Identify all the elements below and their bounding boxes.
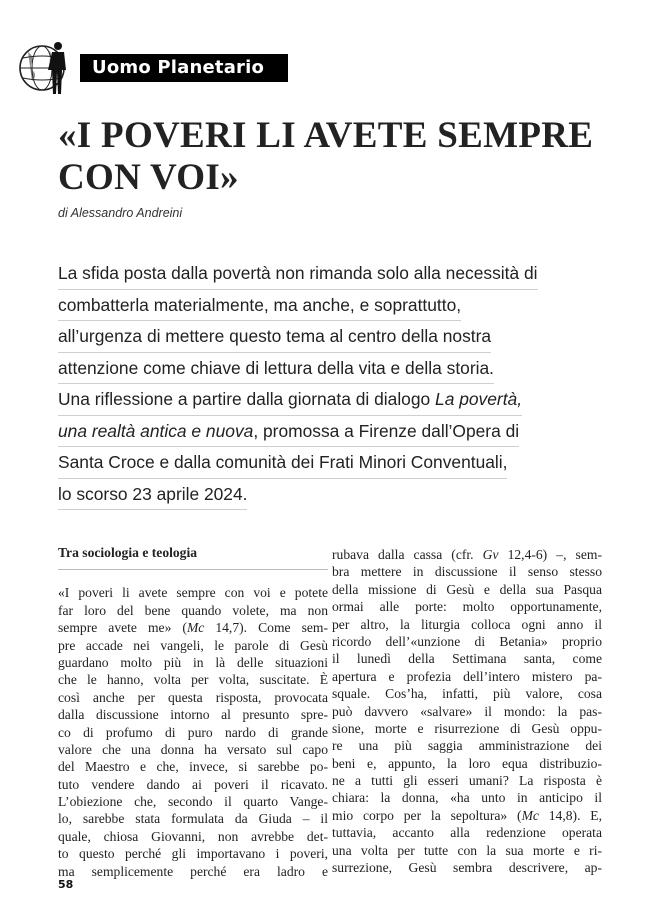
byline: di Alessandro Andreini: [58, 206, 183, 220]
text-line: [332, 703, 602, 720]
text-run: mio corpo per la sepoltura» (: [332, 807, 522, 823]
text-line: [58, 828, 328, 845]
text-run: to questo perché gli importavano i poveri,: [58, 846, 328, 862]
text-line: [332, 789, 602, 806]
text-line: [58, 258, 538, 290]
text-line: [58, 793, 328, 810]
title-line: CON VOI»: [58, 157, 239, 198]
text-line: [332, 737, 602, 754]
column-left: [58, 540, 328, 880]
text-run: quale, chiosa Giovanni, non avrebbe det-: [58, 828, 328, 844]
text-run: combatterla materialmente, ma anche, e soprattutto,: [58, 294, 462, 315]
text-run: lo, sarebbe stata formulata da Giuda – il: [58, 811, 328, 827]
text-line: [58, 776, 328, 793]
text-run: bra mettere in discussione il senso stesso: [332, 564, 602, 580]
text-run: tuttavia, accanto alla redenzione operata: [332, 825, 602, 841]
text-run: Santa Croce e dalla comunità dei Frati Minori Conventuali,: [58, 452, 508, 472]
text-line: [58, 321, 491, 353]
text-line: [332, 685, 602, 702]
text-line: [332, 772, 602, 789]
italic-text: Mc: [521, 807, 539, 823]
text-line: [58, 479, 247, 511]
text-run: della missione di Gesù e della sua Pasqua: [332, 581, 602, 597]
text-line: [332, 824, 602, 841]
section-title: Uomo Planetario: [80, 54, 288, 82]
text-line: [58, 724, 328, 741]
text-run: guardano molto più in là delle situazioni: [58, 654, 328, 670]
globe-with-man-icon: [18, 38, 76, 98]
text-run: ma semplicemente perché era ladro e: [58, 863, 328, 879]
text-run: far loro del bene quando volete, ma non: [58, 602, 328, 618]
text-line: [332, 668, 602, 685]
text-line: [332, 842, 602, 859]
text-run: co di profumo di puro nardo di grande: [58, 724, 328, 740]
text-line: [58, 416, 519, 448]
text-line: [58, 810, 328, 827]
text-line: [58, 384, 522, 416]
text-line: [58, 863, 328, 880]
text-line: [58, 584, 328, 601]
text-line: [332, 616, 602, 633]
lead-paragraph: [58, 258, 598, 510]
subheading: Tra sociologia e teologia: [58, 544, 328, 570]
text-run: «I poveri li avete sempre con voi e potete: [58, 585, 328, 601]
section-header: [18, 38, 298, 98]
text-run: attenzione come chiave di lettura della vita e della storia.: [58, 357, 494, 378]
title-line: «I POVERI LI AVETE SEMPRE: [58, 115, 594, 156]
text-line: [58, 353, 494, 385]
text-run: valore che una donna ha versato sul capo: [58, 741, 328, 757]
text-run: tuto vendere dando ai poveri il ricavato.: [58, 776, 328, 792]
italic-text: Gv: [482, 547, 499, 562]
italic-text: La povertà,: [435, 389, 523, 409]
text-run: apertura e profezia dell’intero mistero pa-: [332, 668, 602, 684]
text-run: il lunedì della Settimana santa, come: [332, 651, 602, 667]
text-line: [332, 807, 602, 824]
text-line: [332, 598, 602, 615]
page-number: 58: [58, 878, 74, 891]
text-line: [332, 633, 602, 650]
text-run: lo scorso 23 aprile 2024.: [58, 483, 248, 504]
text-line: [58, 758, 328, 775]
text-run: La sfida posta dalla povertà non rimanda solo alla necessità di: [58, 263, 538, 283]
text-line: [58, 654, 328, 671]
text-line: [58, 845, 328, 862]
text-run: può davvero «salvare» il mondo: la pas-: [332, 703, 602, 719]
text-line: [58, 619, 328, 636]
text-line: [58, 447, 507, 479]
text-run: 14,7). Come sem-: [204, 620, 329, 636]
text-run: una volta per tutte con la sua morte e ri-: [332, 842, 602, 858]
text-line: [58, 671, 328, 688]
text-run: all’urgenza di mettere questo tema al centro della nostra: [58, 326, 492, 346]
text-run: ne a tutti gli esseri umani? La risposta è: [332, 773, 602, 789]
italic-text: una realtà antica e nuova: [58, 420, 254, 441]
text-run: ricordo dell’«unzione di Betania» proprio: [332, 633, 602, 649]
text-run: re una più saggia amministrazione dei: [332, 738, 602, 754]
text-run: surrezione, Gesù sembra descrivere, ap-: [332, 860, 602, 876]
text-line: [332, 546, 602, 563]
text-run: 12,4-6) –, sem-: [498, 547, 602, 562]
text-run: sempre avete me» (: [58, 620, 187, 636]
text-run: beni e, appunto, la loro equa distribuzio-: [332, 755, 602, 771]
text-run: rubava dalla cassa (cfr.: [332, 547, 483, 562]
text-run: L’obiezione che, secondo il quarto Vange-: [58, 794, 328, 810]
text-run: Una riflessione a partire dalla giornata di dialogo: [58, 389, 436, 409]
text-line: [332, 755, 602, 772]
text-run: chiara: la donna, «ha unto in anticipo il: [332, 790, 602, 806]
article-title: [58, 115, 598, 199]
column-right-text: [332, 546, 602, 876]
column-left-text: [58, 584, 328, 880]
italic-text: Mc: [186, 620, 205, 636]
text-line: [332, 650, 602, 667]
text-run: così anche per questa risposta, provocata: [58, 689, 328, 705]
text-run: dalla discussione intorno al presunto spre-: [58, 707, 328, 723]
text-line: [332, 563, 602, 580]
text-run: pre accade nei vangeli, le parole di Gesù: [58, 637, 328, 653]
text-line: [332, 581, 602, 598]
text-run: , promossa a Firenze dall’Opera di: [253, 420, 520, 441]
text-run: che le hanno, volta per volta, suscitate. È: [58, 672, 328, 688]
text-line: [332, 720, 602, 737]
text-line: [58, 741, 328, 758]
text-line: [58, 706, 328, 723]
text-run: ormai alle porte: molto opportunamente,: [332, 599, 602, 615]
text-line: [332, 859, 602, 876]
text-run: sione, morte e risurrezione di Gesù oppu-: [332, 720, 602, 736]
text-line: [58, 689, 328, 706]
text-line: [58, 290, 461, 322]
text-line: [58, 637, 328, 654]
text-run: per altro, la liturgia colloca ogni anno il: [332, 616, 602, 632]
text-run: squale. Cos’ha, infatti, più valore, cosa: [332, 686, 602, 702]
text-run: 14,8). E,: [538, 807, 602, 823]
text-run: del Maestro e che, invece, si sarebbe po-: [58, 759, 328, 775]
text-line: [58, 602, 328, 619]
